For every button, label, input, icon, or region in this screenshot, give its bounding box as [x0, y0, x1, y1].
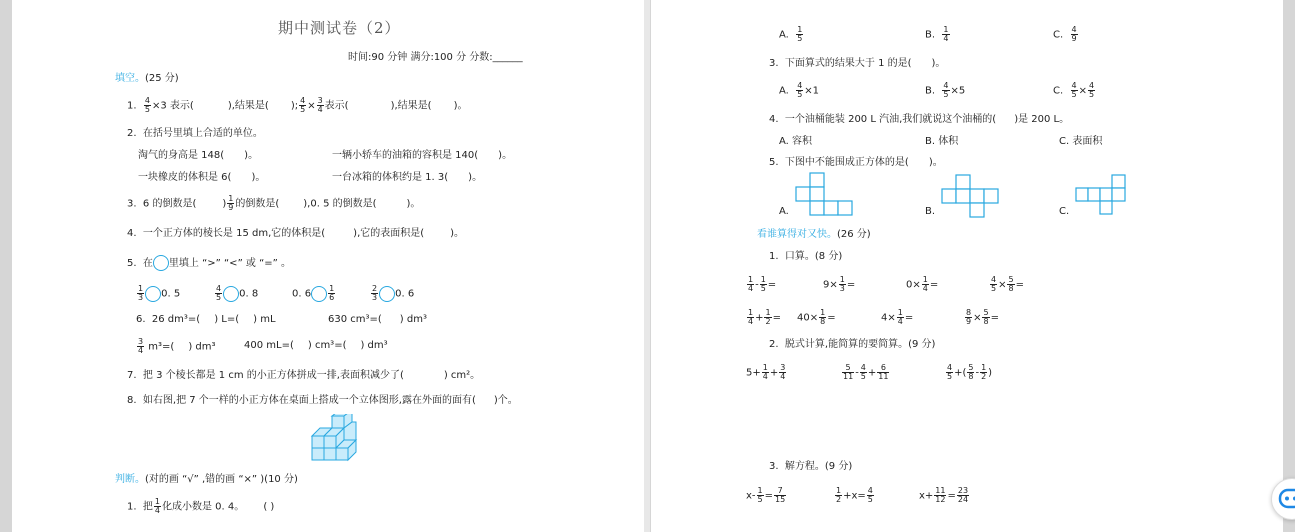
option-a[interactable]: A. $\frac{1}{5}$ [779, 25, 803, 43]
oral-calc: $\frac{1}{4}$ + $\frac{1}{2}$ = [748, 308, 781, 326]
equation: $\frac{1}{2}$ +x= $\frac{4}{5}$ [836, 486, 873, 504]
option-c[interactable]: C. [1059, 206, 1070, 217]
judge-1: 1. 把 $\frac{1}{4}$ 化成小数是 0. 4。 ( ) [127, 497, 275, 515]
compare-2: $\frac{4}{5}$ 0. 8 [216, 284, 259, 302]
question-6-row1: 6. 26 dm³=( ) L=( ) mL [136, 314, 276, 325]
question-6-row2: $\frac{3}{4}$ m³=( ) dm³ [138, 337, 216, 355]
option-c[interactable]: C. $\frac{4}{5}$ × $\frac{4}{5}$ [1053, 81, 1095, 99]
question-4: 4. 一个正方体的棱长是 15 dm,它的体积是( ),它的表面积是( )。 [127, 228, 465, 239]
section-points: (25 分) [145, 73, 179, 84]
oral-calc: $\frac{8}{9}$ × $\frac{5}{8}$ = [966, 308, 999, 326]
q2-item-a: 淘气的身高是 148( )。 [138, 150, 259, 161]
section-fill-blank [115, 73, 179, 85]
compare-3: 0. 6 $\frac{1}{6}$ [292, 284, 335, 302]
option-b[interactable]: B. [925, 206, 936, 217]
compare-circle-icon[interactable] [379, 286, 395, 302]
stepwise-calc: 5+ $\frac{1}{4}$ + $\frac{3}{4}$ [746, 363, 786, 381]
compare-circle-icon [153, 255, 169, 271]
option-b[interactable]: B. 体积 [925, 136, 959, 147]
fraction: $\frac{1}{9}$ [228, 194, 234, 212]
q2-item-d: 一台冰箱的体积约是 1. 3( )。 [332, 172, 483, 183]
stepwise-calc: $\frac{4}{5}$ +( $\frac{5}{8}$ - $\frac{1}{2}$ ) [947, 363, 993, 381]
option-a[interactable]: A. $\frac{4}{5}$ ×1 [779, 81, 820, 99]
right-page [651, 0, 1283, 532]
option-c[interactable]: C. $\frac{4}{9}$ [1053, 25, 1077, 43]
fraction: $\frac{4}{5}$ [144, 96, 150, 114]
section-label: 填空。 [115, 73, 145, 84]
option-a[interactable]: A. [779, 206, 789, 217]
question-1: 1. $\frac{4}{5}$ ×3 表示( ),结果是( ); $\frac{4}{5}$ × $\frac{3}{4}$ 表示( ),结果是( )。 [127, 96, 468, 114]
cube-net-c [1075, 174, 1133, 218]
cube-stack-figure [310, 414, 364, 466]
choice-question-3: 3. 下面算式的结果大于 1 的是( )。 [769, 58, 946, 69]
compare-1: $\frac{1}{3}$ 0. 5 [138, 284, 181, 302]
stepwise-calc: $\frac{5}{11}$ - $\frac{4}{5}$ + $\frac{6}{11}$ [843, 363, 889, 381]
left-page [12, 0, 644, 532]
calc-1-title: 1. 口算。(8 分) [769, 251, 843, 262]
page-title: 期中测试卷（2） [278, 19, 401, 37]
fraction: $\frac{4}{5}$ [300, 96, 306, 114]
answer-blank[interactable]: ( ) [263, 501, 275, 513]
assistant-chat-button[interactable] [1271, 478, 1295, 520]
oral-calc: $\frac{4}{5}$ × $\frac{5}{8}$ = [991, 275, 1024, 293]
oral-calc: 40× $\frac{1}{8}$ = [797, 308, 836, 326]
q2-item-b: 一辆小轿车的油箱的容积是 140( )。 [332, 150, 513, 161]
equation: x+ $\frac{11}{12}$ = $\frac{23}{24}$ [919, 486, 969, 504]
compare-circle-icon[interactable] [145, 286, 161, 302]
oral-calc: $\frac{1}{4}$ - $\frac{1}{5}$ = [748, 275, 777, 293]
q2-item-c: 一块橡皮的体积是 6( )。 [138, 172, 266, 183]
chat-bubble-icon [1272, 479, 1295, 519]
option-c[interactable]: C. 表面积 [1059, 136, 1103, 147]
option-b[interactable]: B. $\frac{1}{4}$ [925, 25, 949, 43]
section-calculation: 看谁算得对又快。(26 分) [757, 229, 871, 240]
question-5: 5. 在 里填上 “>” “<” 或 “=” 。 [127, 255, 291, 271]
cube-net-b [941, 174, 1003, 218]
oral-calc: 0× $\frac{1}{4}$ = [906, 275, 939, 293]
question-number: 1. [127, 100, 137, 112]
exam-info: 时间:90 分钟 满分:100 分 分数:______ [348, 52, 523, 63]
text: ×3 表示( [152, 100, 194, 112]
page-gap [644, 0, 650, 532]
question-6-b: 630 cm³=( ) dm³ [328, 314, 427, 325]
oral-calc: 4× $\frac{1}{4}$ = [881, 308, 914, 326]
cube-net-a [795, 172, 857, 218]
choice-question-5: 5. 下图中不能围成正方体的是( )。 [769, 157, 943, 168]
question-8: 8. 如右图,把 7 个一样的小正方体在桌面上搭成一个立体图形,露在外面的面有( )个。 [127, 395, 518, 406]
question-7: 7. 把 3 个棱长都是 1 cm 的小正方体拼成一排,表面积减少了( ) cm²。 [127, 370, 481, 381]
calc-2-title: 2. 脱式计算,能简算的要简算。(9 分) [769, 339, 936, 350]
fraction: $\frac{3}{4}$ [317, 96, 323, 114]
option-a[interactable]: A. 容积 [779, 136, 813, 147]
oral-calc: 9× $\frac{1}{3}$ = [823, 275, 856, 293]
option-b[interactable]: B. $\frac{4}{5}$ ×5 [925, 81, 966, 99]
compare-circle-icon[interactable] [223, 286, 239, 302]
question-6-d: 400 mL=( ) cm³=( ) dm³ [244, 340, 388, 351]
section-judgement: 判断。(对的画 “√” ,错的画 “×” )(10 分) [115, 474, 298, 485]
question-2: 2. 在括号里填上合适的单位。 [127, 128, 263, 139]
choice-question-4: 4. 一个油桶能装 200 L 汽油,我们就说这个油桶的( )是 200 L。 [769, 114, 1070, 125]
question-3: 3. 6 的倒数是( ) $\frac{1}{9}$ 的倒数是( ),0. 5 的倒数是( )。 [127, 194, 421, 212]
equation: x- $\frac{1}{5}$ = $\frac{7}{15}$ [746, 486, 786, 504]
compare-4: $\frac{2}{3}$ 0. 6 [372, 284, 415, 302]
compare-circle-icon[interactable] [311, 286, 327, 302]
calc-3-title: 3. 解方程。(9 分) [769, 461, 853, 472]
